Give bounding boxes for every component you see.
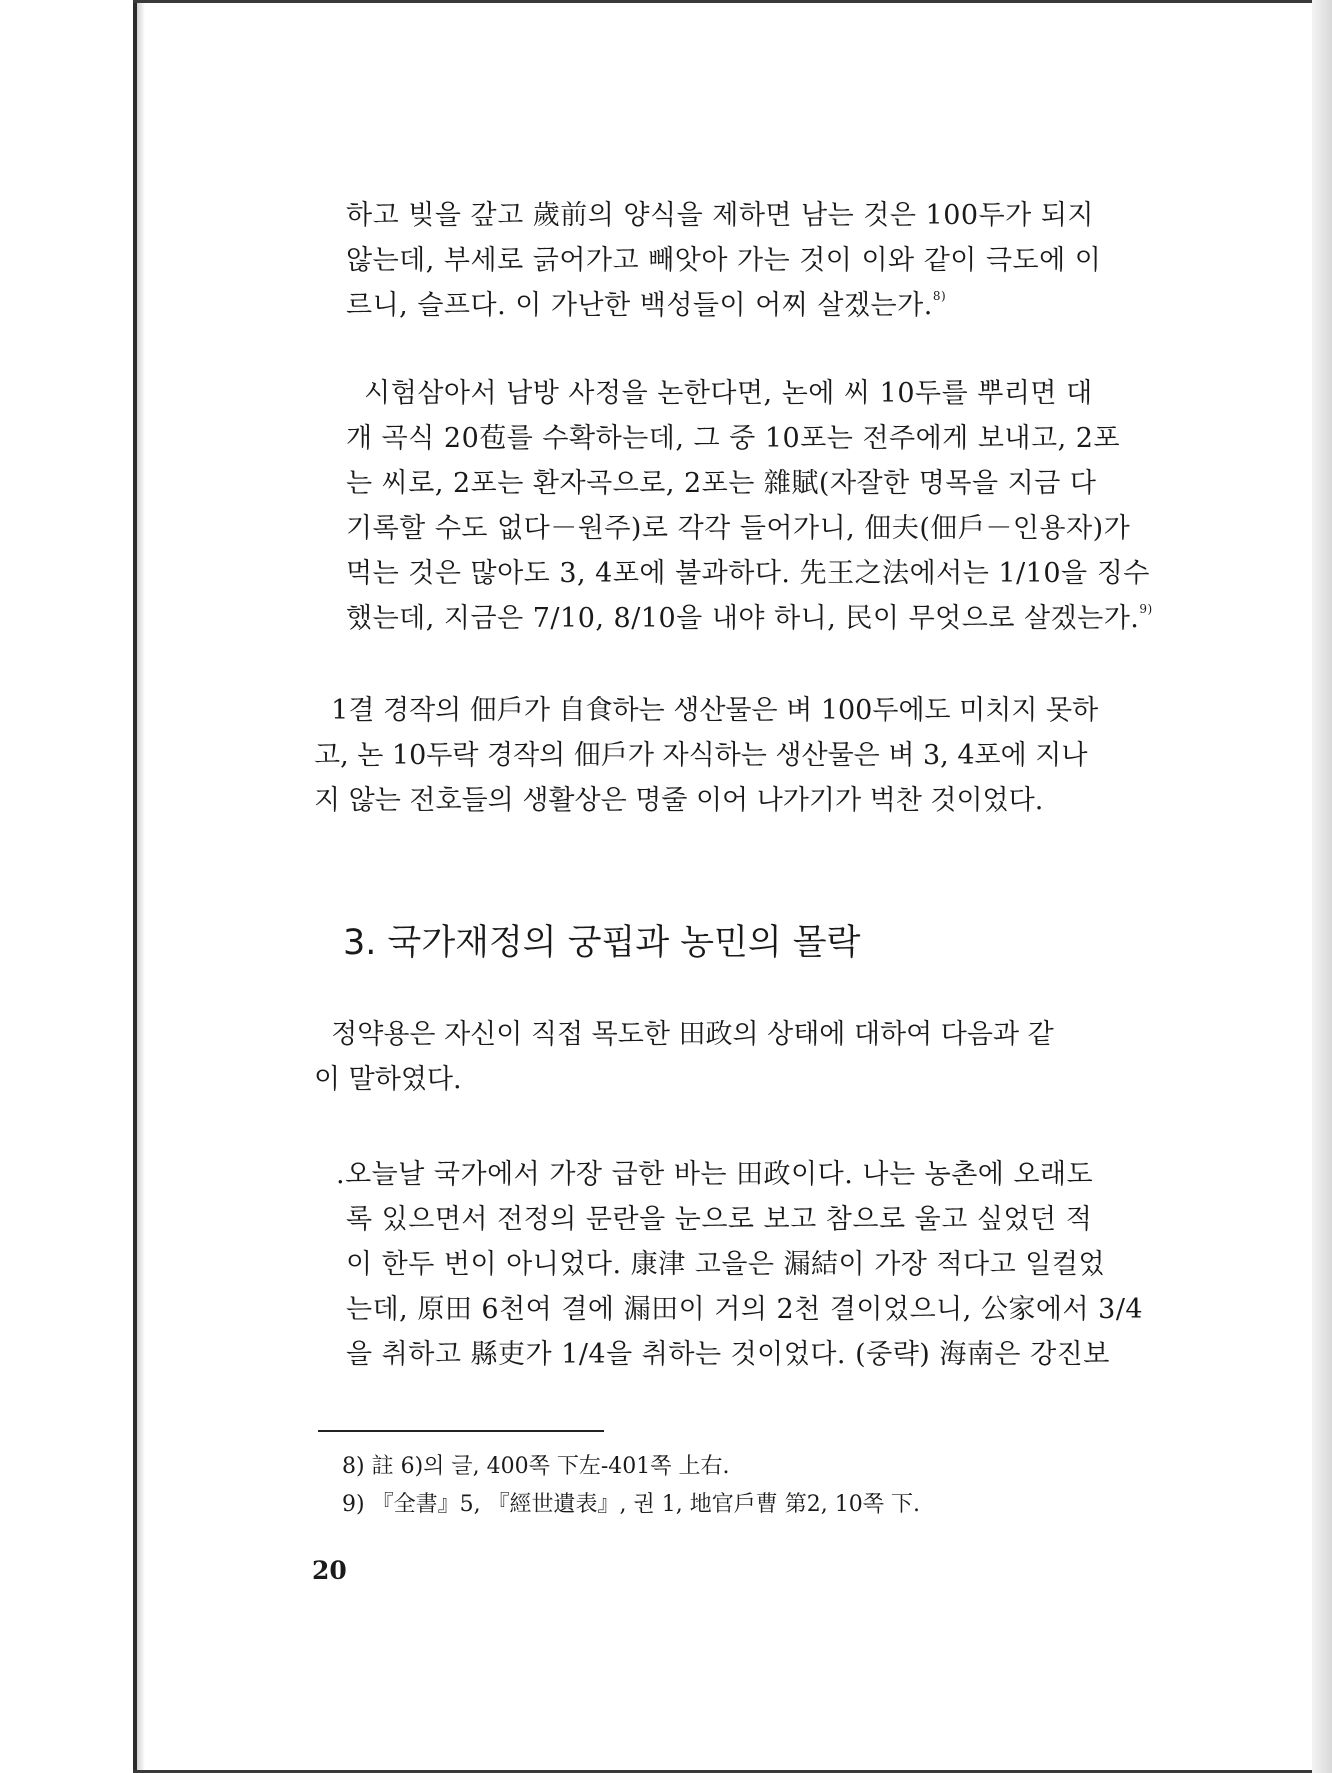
- text-line: 먹는 것은 많아도 3, 4포에 불과하다. 先王之法에서는 1/10을 징수: [346, 558, 1150, 589]
- text-line: 이 말하였다.: [314, 1064, 462, 1095]
- footnote-9: 9) 『全書』5, 『經世遺表』, 권 1, 地官戶曹 第2, 10쪽 下.: [342, 1492, 920, 1517]
- footnote-divider: [318, 1430, 604, 1432]
- body-paragraph-2: [314, 1012, 1054, 1102]
- text-line: 1결 경작의 佃戶가 自食하는 생산물은 벼 100두에도 미치지 못하: [314, 695, 1099, 726]
- text-line: 이 한두 번이 아니었다. 康津 고을은 漏結이 가장 적다고 일컬었: [346, 1249, 1106, 1280]
- text-line: .오늘날 국가에서 가장 급한 바는 田政이다. 나는 농촌에 오래도: [336, 1159, 1094, 1190]
- text-line-with-footnote: [346, 596, 1153, 641]
- text-line: 했는데, 지금은 7/10, 8/10을 내야 하니, 民이 무엇으로 살겠는가.: [346, 603, 1140, 634]
- text-line: 정약용은 자신이 직접 목도한 田政의 상태에 대하여 다음과 같: [314, 1019, 1054, 1050]
- text-line: 시험삼아서 남방 사정을 논한다면, 논에 씨 10두를 뿌리면 대: [346, 378, 1093, 409]
- footnote-8: 8) 註 6)의 글, 400쪽 下左-401쪽 上右.: [342, 1454, 730, 1479]
- footnotes: [342, 1448, 920, 1524]
- text-line: 고, 논 10두락 경작의 佃戶가 자식하는 생산물은 벼 3, 4포에 지나: [314, 740, 1088, 771]
- text-line: 않는데, 부세로 긁어가고 빼앗아 가는 것이 이와 같이 극도에 이: [346, 245, 1102, 276]
- text-line: 하고 빚을 갚고 歲前의 양식을 제하면 남는 것은 100두가 되지: [346, 200, 1094, 231]
- page-binding-shadow: [137, 0, 145, 1773]
- text-line: 록 있으면서 전정의 문란을 눈으로 보고 참으로 울고 싶었던 적: [346, 1204, 1093, 1235]
- text-line: 기록할 수도 없다－원주)로 각각 들어가니, 佃夫(佃戶－인용자)가: [346, 513, 1131, 544]
- page-number: 20: [312, 1556, 347, 1585]
- text-line-with-footnote: [346, 283, 1101, 328]
- text-line: 는 씨로, 2포는 환자곡으로, 2포는 雜賦(자잘한 명목을 지금 다: [346, 468, 1097, 499]
- page-right-edge: [1312, 0, 1332, 1773]
- text-line: 개 곡식 20苞를 수확하는데, 그 중 10포는 전주에게 보내고, 2포: [346, 423, 1121, 454]
- text-line: 르니, 슬프다. 이 가난한 백성들이 어찌 살겠는가.: [346, 290, 933, 321]
- text-line: 지 않는 전호들의 생활상은 명줄 이어 나가기가 벅찬 것이었다.: [314, 785, 1044, 816]
- footnote-ref-9: 9): [1139, 602, 1153, 616]
- text-line: 을 취하고 縣吏가 1/4을 취하는 것이었다. (중략) 海南은 강진보: [346, 1339, 1110, 1370]
- section-heading: 3. 국가재정의 궁핍과 농민의 몰락: [343, 923, 861, 963]
- page-top-edge: [133, 0, 1332, 3]
- quote-block-1: [346, 193, 1101, 328]
- quote-block-2: [346, 371, 1153, 641]
- quote-block-3: [336, 1152, 1143, 1377]
- body-paragraph-1: [314, 688, 1098, 823]
- text-line: 는데, 原田 6천여 결에 漏田이 거의 2천 결이었으니, 公家에서 3/4: [346, 1294, 1144, 1325]
- footnote-ref-8: 8): [932, 289, 947, 303]
